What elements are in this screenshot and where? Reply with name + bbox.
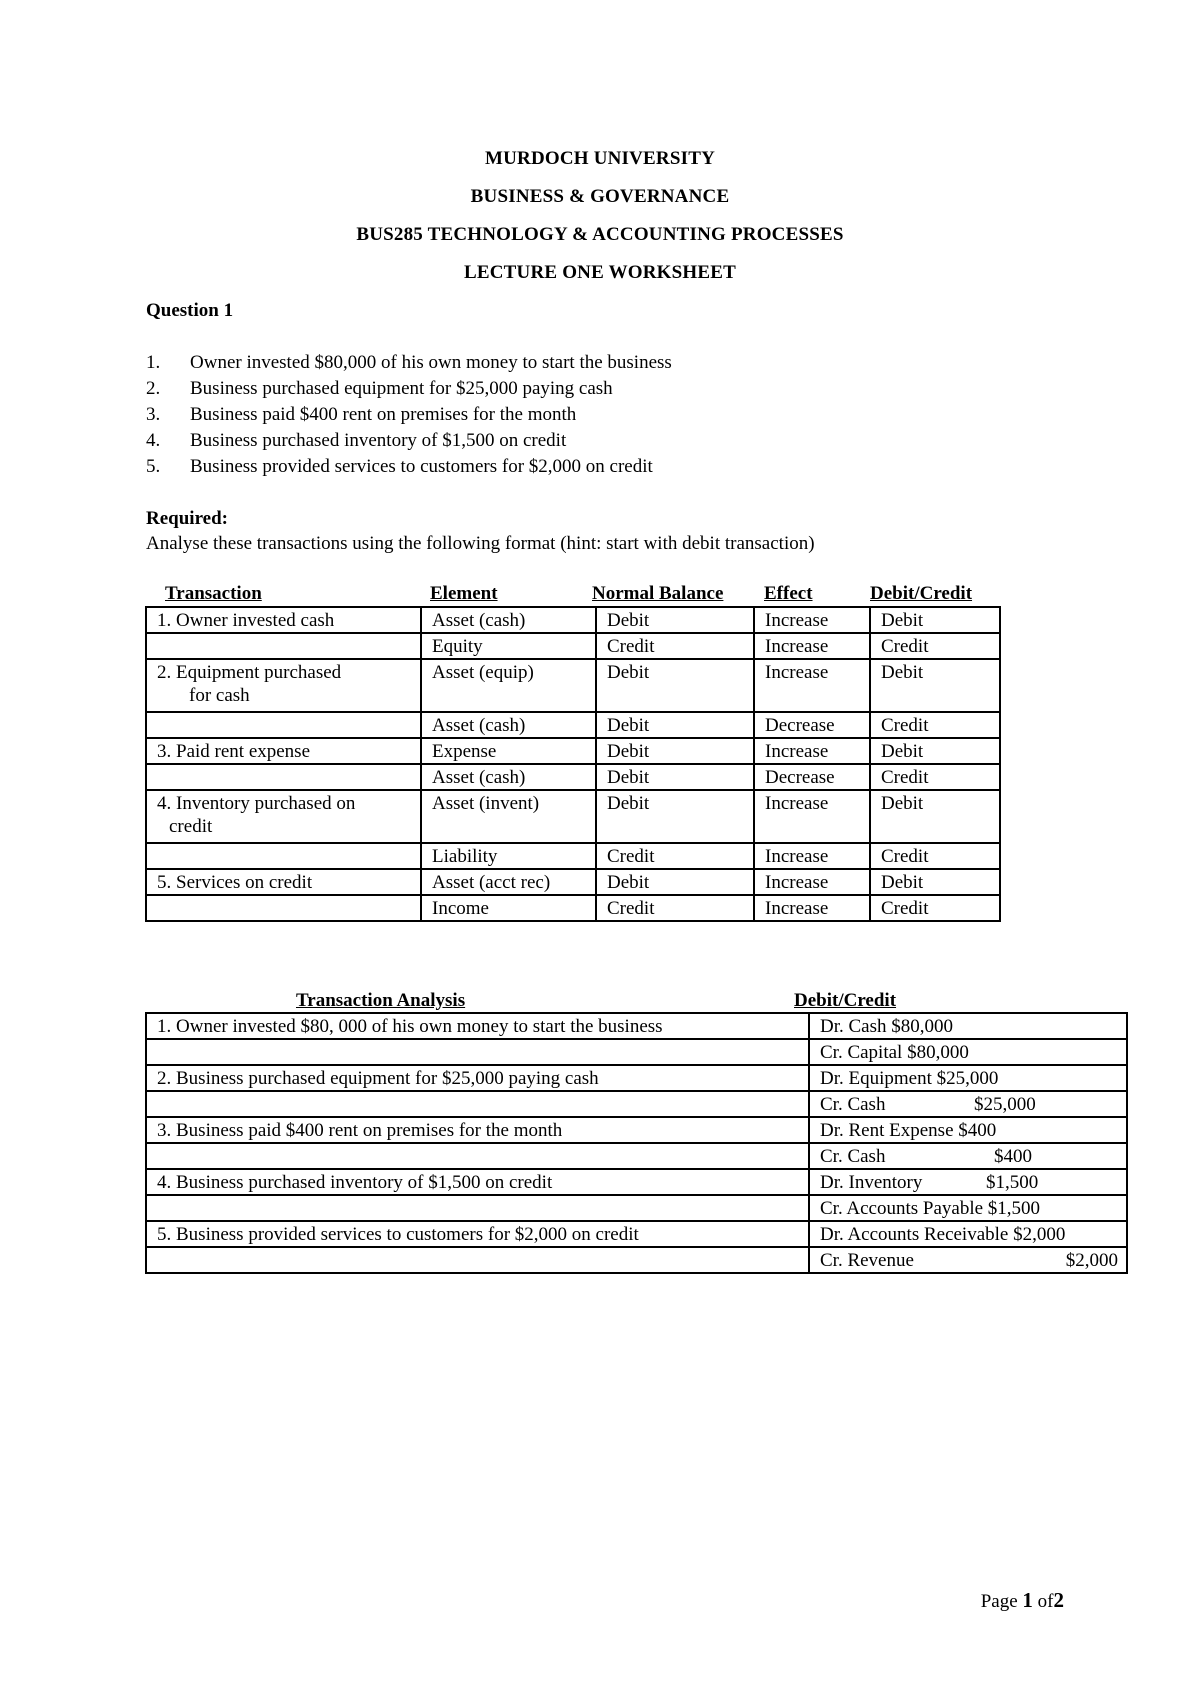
cell-element: Equity [421,633,596,659]
table-row [146,1117,1127,1143]
cell-effect: Decrease [754,764,870,790]
list-item: 5. Business provided services to customers for $2,000 on credit [146,456,653,477]
journal-entry-table [145,1012,1128,1274]
cell-normal-balance: Debit [596,659,754,712]
cell-effect: Increase [754,738,870,764]
cell-transaction: 3. Paid rent expense [146,738,421,764]
cell-normal-balance: Credit [596,843,754,869]
col-header-debit-credit-2: Debit/Credit [794,990,897,1011]
table-row [146,1065,1127,1091]
cell-effect: Increase [754,790,870,843]
table-row [146,1169,1127,1195]
table-row [146,764,1000,790]
cell-transaction-analysis: 4. Business purchased inventory of $1,500 on credit [146,1169,809,1195]
cell-debit-credit: Debit [870,659,1000,712]
cell-journal-entry: Cr. Revenue $2,000 [809,1247,1127,1273]
cell-normal-balance: Credit [596,895,754,921]
cell-transaction-analysis [146,1247,809,1273]
cell-normal-balance: Credit [596,633,754,659]
university-name: MURDOCH UNIVERSITY [484,148,716,169]
cell-transaction-analysis: 1. Owner invested $80, 000 of his own money to start the business [146,1013,809,1039]
cell-normal-balance: Debit [596,764,754,790]
col-header-transaction: Transaction [165,583,262,604]
cell-element: Asset (cash) [421,764,596,790]
cell-debit-credit: Credit [870,712,1000,738]
cell-element: Asset (cash) [421,607,596,633]
cell-normal-balance: Debit [596,869,754,895]
col-header-effect: Effect [764,583,813,604]
cell-transaction [146,895,421,921]
cell-debit-credit: Debit [870,607,1000,633]
cell-transaction-analysis: 2. Business purchased equipment for $25,000 paying cash [146,1065,809,1091]
table-row [146,1143,1127,1169]
cell-debit-credit: Debit [870,869,1000,895]
cell-transaction-analysis [146,1143,809,1169]
cell-element: Liability [421,843,596,869]
table-row [146,607,1000,633]
cell-effect: Increase [754,659,870,712]
cell-effect: Increase [754,633,870,659]
cell-journal-entry: Dr. Cash $80,000 [809,1013,1127,1039]
cell-transaction: 1. Owner invested cash [146,607,421,633]
cell-transaction-analysis [146,1091,809,1117]
entry-amount: $25,000 [974,1094,1036,1115]
cell-transaction: 2. Equipment purchased for cash [146,659,421,712]
entry-amount: $2,000 [1065,1250,1118,1271]
cell-effect: Increase [754,607,870,633]
cell-journal-entry: Dr. Accounts Receivable $2,000 [809,1221,1127,1247]
table-row [146,1091,1127,1117]
table-row [146,1221,1127,1247]
cell-transaction-analysis: 5. Business provided services to customers for $2,000 on credit [146,1221,809,1247]
cell-transaction: 4. Inventory purchased on credit [146,790,421,843]
cell-journal-entry: Dr. Rent Expense $400 [809,1117,1127,1143]
cell-transaction [146,712,421,738]
cell-transaction [146,764,421,790]
table-row [146,869,1000,895]
cell-element: Asset (invent) [421,790,596,843]
cell-debit-credit: Credit [870,895,1000,921]
page-number: Page 1 of2 [980,1588,1064,1612]
required-text: Analyse these transactions using the following format (hint: start with debit transaction) [146,533,815,554]
cell-transaction [146,633,421,659]
table-row [146,633,1000,659]
table-row [146,1195,1127,1221]
cell-effect: Increase [754,869,870,895]
col-header-debit-credit: Debit/Credit [870,583,973,604]
list-item: 1. Owner invested $80,000 of his own money to start the business [146,352,672,373]
table-row [146,1247,1127,1273]
cell-debit-credit: Credit [870,843,1000,869]
cell-debit-credit: Debit [870,790,1000,843]
entry-amount: $400 [994,1146,1032,1167]
table-row [146,1039,1127,1065]
cell-normal-balance: Debit [596,712,754,738]
cell-debit-credit: Credit [870,764,1000,790]
table-row [146,895,1000,921]
cell-transaction-analysis: 3. Business paid $400 rent on premises for the month [146,1117,809,1143]
cell-effect: Decrease [754,712,870,738]
cell-journal-entry: Cr. Cash $400 [809,1143,1127,1169]
cell-normal-balance: Debit [596,607,754,633]
table-row [146,843,1000,869]
cell-effect: Increase [754,843,870,869]
cell-element: Asset (acct rec) [421,869,596,895]
cell-transaction-analysis [146,1195,809,1221]
list-item: 2. Business purchased equipment for $25,000 paying cash [146,378,613,399]
worksheet-title: LECTURE ONE WORKSHEET [463,262,737,283]
table-row [146,1013,1127,1039]
cell-debit-credit: Debit [870,738,1000,764]
cell-normal-balance: Debit [596,738,754,764]
cell-transaction-analysis [146,1039,809,1065]
cell-debit-credit: Credit [870,633,1000,659]
cell-journal-entry: Dr. Equipment $25,000 [809,1065,1127,1091]
required-title: Required: [146,508,228,529]
cell-transaction [146,843,421,869]
list-item: 3. Business paid $400 rent on premises for the month [146,404,577,425]
col-header-transaction-analysis: Transaction Analysis [296,990,466,1011]
cell-journal-entry: Dr. Inventory $1,500 [809,1169,1127,1195]
table-row [146,659,1000,712]
cell-effect: Increase [754,895,870,921]
entry-amount: $1,500 [986,1172,1039,1193]
table-row [146,738,1000,764]
cell-element: Income [421,895,596,921]
col-header-normal-balance: Normal Balance [592,583,724,604]
cell-journal-entry: Cr. Cash $25,000 [809,1091,1127,1117]
cell-journal-entry: Cr. Accounts Payable $1,500 [809,1195,1127,1221]
cell-normal-balance: Debit [596,790,754,843]
col-header-element: Element [430,583,498,604]
cell-element: Asset (cash) [421,712,596,738]
table-row [146,712,1000,738]
cell-element: Asset (equip) [421,659,596,712]
transaction-list [146,350,672,480]
question-title: Question 1 [146,300,234,321]
unit-title: BUS285 TECHNOLOGY & ACCOUNTING PROCESSES [356,224,844,245]
cell-transaction: 5. Services on credit [146,869,421,895]
cell-element: Expense [421,738,596,764]
analysis-format-table [145,606,1001,922]
cell-journal-entry: Cr. Capital $80,000 [809,1039,1127,1065]
list-item: 4. Business purchased inventory of $1,500 on credit [146,430,567,451]
school-name: BUSINESS & GOVERNANCE [470,186,730,207]
table-row [146,790,1000,843]
